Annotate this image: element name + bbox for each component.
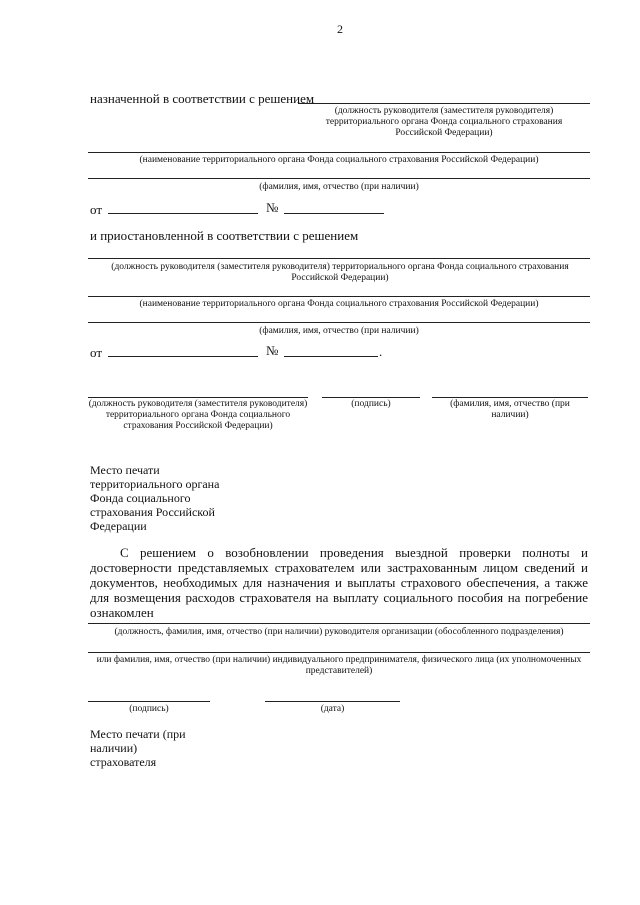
section2-org-caption: (наименование территориального органа Фонда социального страхования Российской Федерации) [139,299,539,309]
signature-name-caption: (фамилия, имя, отчество (при наличии) [450,399,570,420]
section2-name-caption: (фамилия, имя, отчество (при наличии) [259,326,419,336]
section1-number-line [284,213,384,214]
signature-name-line [432,397,588,398]
section2-date-line [108,356,258,357]
ack-head-line [88,623,590,624]
ack-head-caption: (должность, фамилия, имя, отчество (при наличии) руководителя организации (обособленного подразделения) [114,627,564,637]
section1-lead-text: назначенной в соответствии с решением [90,91,315,106]
section1-name-caption: (фамилия, имя, отчество (при наличии) [259,182,419,192]
authority-stamp-place: Место печати территориального органа Фонда социального страхования Российской Федерации [90,463,220,533]
section1-number-label: № [266,200,279,215]
ack-entrepreneur-line [88,652,590,653]
section2-name-line [88,322,590,323]
section1-position-caption: (должность руководителя (заместителя руководителя) территориального органа Фонда социального страхования Российской Федерации) [325,106,563,138]
section2-trailing-dot: . [379,344,383,359]
section1-org-caption: (наименование территориального органа Фонда социального страхования Российской Федерации) [139,155,539,165]
signature-position-caption: (должность руководителя (заместителя руководителя) территориального органа Фонда социального страхования Российской Федерации) [88,399,308,431]
ack-entrepreneur-caption: или фамилия, имя, отчество (при наличии) индивидуального предпринимателя, физического лица (их уполномоченных представителей) [96,655,582,676]
signature-sign-caption: (подпись) [351,399,391,409]
section2-position-line [88,258,590,259]
ack-signature-line [88,701,210,702]
section2-position-caption: (должность руководителя (заместителя руководителя) территориального органа Фонда социального страхования Российской Федерации) [111,262,569,283]
section2-from-label: от [90,345,103,360]
section2-lead-text: и приостановленной в соответствии с решением [90,228,359,243]
insurer-stamp-place: Место печати (при наличии) страхователя [90,727,186,769]
section1-name-line [88,178,590,179]
section1-date-line [108,213,258,214]
section2-number-label: № [266,343,279,358]
section2-org-line [88,296,590,297]
ack-signature-caption: (подпись) [129,704,169,714]
ack-date-line [265,701,400,702]
page-number: 2 [337,22,343,36]
section2-number-line [284,356,378,357]
signature-position-line [88,397,308,398]
section1-org-line [88,152,590,153]
section1-position-line [298,103,590,104]
signature-sign-line [322,397,420,398]
section1-from-label: от [90,202,103,217]
ack-date-caption: (дата) [320,704,345,714]
acknowledgement-paragraph: С решением о возобновлении проведения выездной проверки полноты и достоверности представляемых страхователем или застрахованным лицом сведений и документов, необходимых для назначения и выплаты страхового обеспечения, а также для возмещения расходов страхователя на выплату социального пособия на погребение ознакомлен [90,545,588,620]
